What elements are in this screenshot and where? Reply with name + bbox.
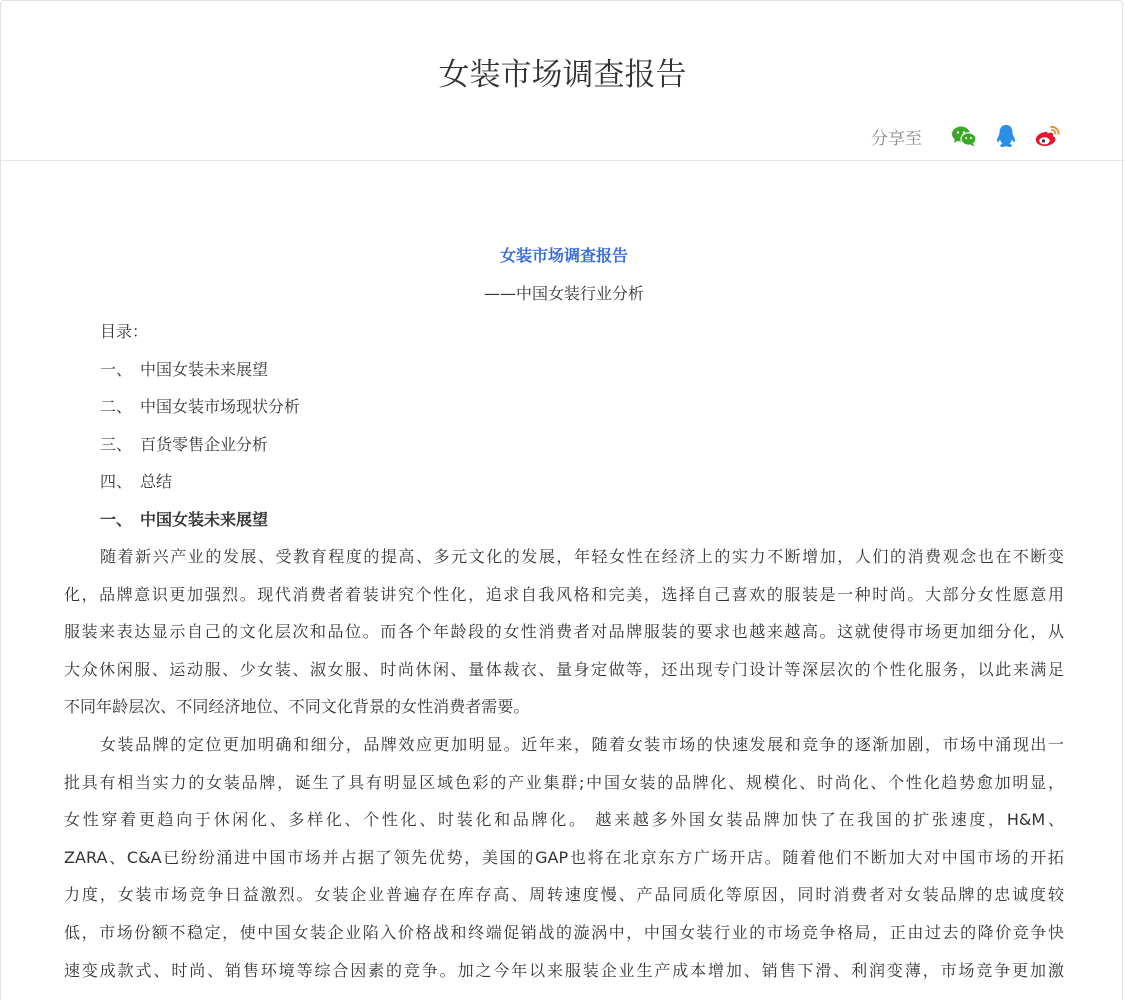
paragraph-line: 批具有相当实力的女装品牌，诞生了具有明显区域色彩的产业集群;中国女装的品牌化、规模化、时尚化、个性化趋势愈加明显， <box>64 772 1064 792</box>
paragraph-line: 力度，女装市场竞争日益激烈。女装企业普遍存在库存高、周转速度慢、产品同质化等原因，同时消费者对女装品牌的忠诚度较 <box>64 885 1064 905</box>
paragraph-line: 低，市场份额不稳定，使中国女装企业陷入价格战和终端促销战的漩涡中，中国女装行业的市场竞争格局，正由过去的降价竞争快 <box>64 922 1064 942</box>
article-subtitle: ——中国女装行业分析 <box>483 284 644 303</box>
paragraph-line: 服装来表达显示自己的文化层次和品位。而各个年龄段的女性消费者对品牌服装的要求也越来越高。这就使得市场更加细分化，从 <box>64 622 1064 642</box>
paragraph-line: 速变成款式、时尚、销售环境等综合因素的竞争。加之今年以来服装企业生产成本增加、销售下滑、利润变薄，市场竞争更加激 <box>64 960 1064 980</box>
weibo-icon <box>1034 124 1062 148</box>
article-body <box>64 237 1064 989</box>
page-title: 女装市场调查报告 <box>438 57 687 93</box>
share-qq-button[interactable] <box>992 122 1020 150</box>
article-header <box>1 1 1124 161</box>
paragraph-line: 大众休闲服、运动服、少女装、淑女服、时尚休闲、量体裁衣、量身定做等，还出现专门设计等深层次的个性化服务，以此来满足 <box>64 659 1064 679</box>
qq-icon <box>995 124 1017 148</box>
share-bar <box>871 121 1062 151</box>
paragraph-line: ZARA、C&A已纷纷涌进中国市场并占据了领先优势，美国的GAP也将在北京东方广场开店。随着他们不断加大对中国市场的开拓 <box>64 847 1064 867</box>
share-label: 分享至 <box>871 128 922 149</box>
share-weibo-button[interactable] <box>1034 122 1062 150</box>
paragraph-line: 化，品牌意识更加强烈。现代消费者着装讲究个性化，追求自我风格和完美，选择自己喜欢的服装是一种时尚。大部分女性愿意用 <box>64 584 1064 604</box>
toc-item: 三、 百货零售企业分析 <box>100 434 269 454</box>
paragraph-line: 女装品牌的定位更加明确和细分，品牌效应更加明显。近年来，随着女装市场的快速发展和竞争的逐渐加剧，市场中涌现出一 <box>100 734 1064 754</box>
share-wechat-button[interactable] <box>950 122 978 150</box>
toc-item: 二、 中国女装市场现状分析 <box>100 397 301 416</box>
article-title: 女装市场调查报告 <box>499 246 628 265</box>
paragraph <box>64 726 1064 989</box>
paragraph-line: 女性穿着更趋向于休闲化、多样化、个性化、时装化和品牌化。 越来越多外国女装品牌加快了在我国的扩张速度，H&M、 <box>64 810 1064 830</box>
paragraph <box>64 538 1064 726</box>
toc-label: 目录： <box>100 322 149 341</box>
wechat-icon <box>951 125 977 147</box>
paragraph-line: 不同年龄层次、不同经济地位、不同文化背景的女性消费者需要。 <box>64 697 530 717</box>
toc-item: 一、 中国女装未来展望 <box>100 359 269 379</box>
paragraph-line: 随着新兴产业的发展、受教育程度的提高、多元文化的发展，年轻女性在经济上的实力不断增加，人们的消费观念也在不断变 <box>100 547 1064 566</box>
section-heading: 一、 中国女装未来展望 <box>100 509 269 529</box>
toc-item: 四、 总结 <box>100 472 173 491</box>
